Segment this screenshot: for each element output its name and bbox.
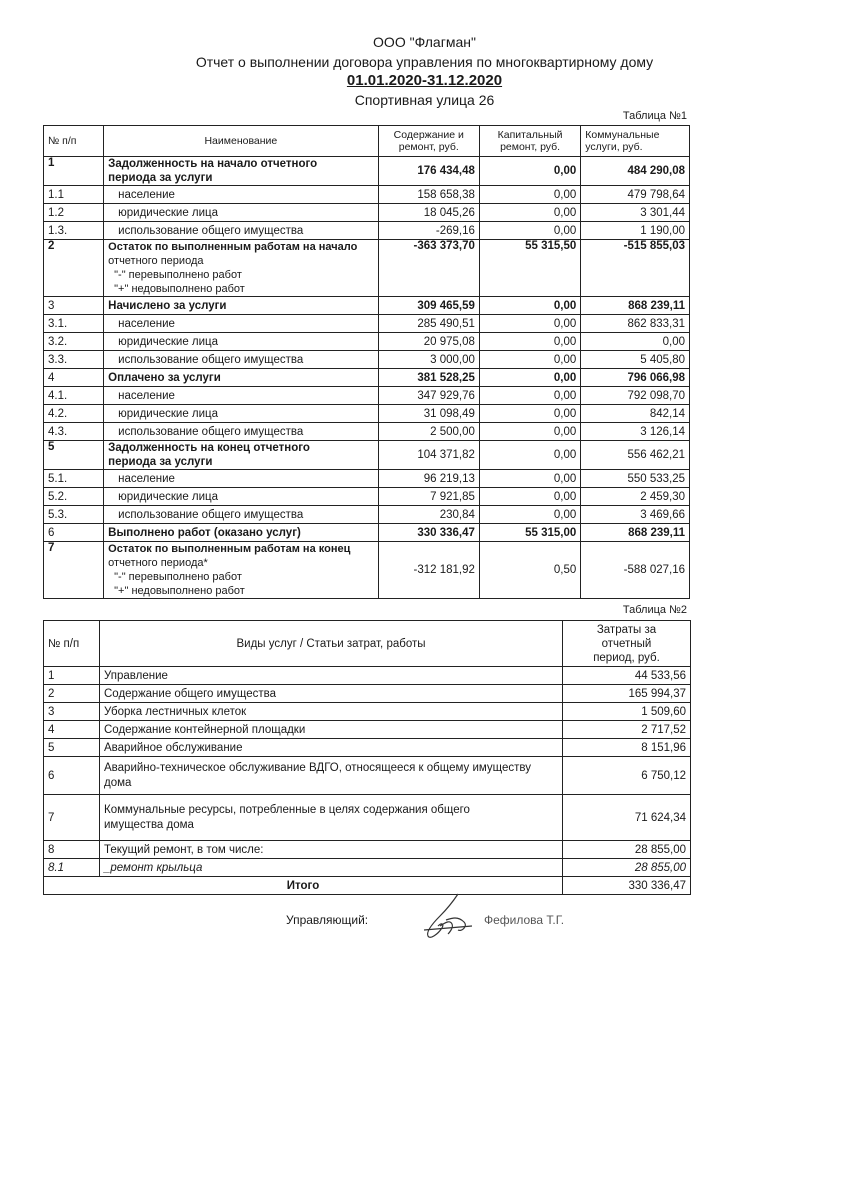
row-name-line: "-" перевыполнено работ: [114, 269, 242, 281]
row-communal: 796 066,98: [581, 369, 690, 387]
row-cost: 28 855,00: [563, 841, 691, 859]
row-communal: 3 301,44: [581, 204, 690, 222]
row-service: Содержание контейнерной площадки: [100, 721, 563, 739]
row-name-line: "+" недовыполнено работ: [114, 585, 245, 597]
row-communal: 792 098,70: [581, 387, 690, 405]
table-row: [44, 240, 690, 297]
row-name-line: периода за услуги: [108, 172, 213, 184]
total-row: [44, 877, 691, 895]
row-no: 8: [44, 841, 100, 859]
header-capital: [479, 126, 580, 157]
row-service-line: Коммунальные ресурсы, потребленные в целях содержания общего: [104, 803, 470, 816]
row-name: использование общего имущества: [104, 351, 378, 369]
row-communal: 842,14: [581, 405, 690, 423]
table-row: [44, 186, 690, 204]
row-capital: 0,00: [479, 369, 580, 387]
table-row: [44, 333, 690, 351]
row-no: 5: [44, 739, 100, 757]
table-row: [44, 423, 690, 441]
row-communal: 3 126,14: [581, 423, 690, 441]
table-row: [44, 157, 690, 186]
table-row: [44, 222, 690, 240]
total-value: 330 336,47: [563, 877, 691, 895]
table-row: [44, 470, 690, 488]
manager-name: Фефилова Т.Г.: [484, 913, 565, 927]
row-capital: 55 315,50: [479, 240, 580, 297]
row-no: 4: [44, 721, 100, 739]
row-capital: 0,00: [479, 405, 580, 423]
row-no: 6: [44, 757, 100, 795]
report-table-1: [43, 125, 690, 599]
row-name: юридические лица: [104, 488, 378, 506]
row-maintenance: 104 371,82: [378, 441, 479, 470]
row-name-line: Остаток по выполненным работам на начало: [108, 241, 358, 253]
row-service: [100, 757, 563, 795]
row-capital: 0,00: [479, 387, 580, 405]
row-name-line: отчетного периода*: [108, 557, 208, 569]
row-name: использование общего имущества: [104, 423, 378, 441]
row-cost: 28 855,00: [563, 859, 691, 877]
row-maintenance: 96 219,13: [378, 470, 479, 488]
row-no: 5: [44, 441, 104, 470]
row-no: 7: [44, 542, 104, 599]
row-communal: 556 462,21: [581, 441, 690, 470]
row-name: юридические лица: [104, 204, 378, 222]
row-name-line: Задолженность на начало отчетного: [108, 158, 318, 170]
row-capital: 0,00: [479, 157, 580, 186]
handwritten-signature: [418, 890, 478, 942]
row-name: население: [104, 470, 378, 488]
row-maintenance: -363 373,70: [378, 240, 479, 297]
row-name: Оплачено за услуги: [104, 369, 378, 387]
row-capital: 0,00: [479, 222, 580, 240]
row-name: [104, 441, 378, 470]
row-capital: 0,00: [479, 441, 580, 470]
row-maintenance: 309 465,59: [378, 297, 479, 315]
row-maintenance: 330 336,47: [378, 524, 479, 542]
report-period: 01.01.2020-31.12.2020: [346, 72, 503, 89]
row-cost: 8 151,96: [563, 739, 691, 757]
header-cost-line: отчетный: [601, 637, 652, 650]
header-cost-line: Затраты за: [596, 623, 657, 636]
report-title: Отчет о выполнении договора управления по многоквартирному дому: [195, 54, 654, 70]
row-name: юридические лица: [104, 405, 378, 423]
table-row: [44, 685, 691, 703]
row-maintenance: 31 098,49: [378, 405, 479, 423]
header-service: Виды услуг / Статьи затрат, работы: [100, 621, 563, 667]
table-row: [44, 667, 691, 685]
table-row: [44, 524, 690, 542]
header-no: № п/п: [44, 126, 104, 157]
row-communal: -588 027,16: [581, 542, 690, 599]
row-maintenance: 230,84: [378, 506, 479, 524]
row-communal: 868 239,11: [581, 297, 690, 315]
table2-caption: Таблица №2: [622, 604, 687, 616]
row-no: 3.3.: [44, 351, 104, 369]
table-row: [44, 204, 690, 222]
row-maintenance: 176 434,48: [378, 157, 479, 186]
header-name: Наименование: [104, 126, 378, 157]
total-label: Итого: [44, 877, 563, 895]
row-no: 3.1.: [44, 315, 104, 333]
header-capital-line1: Капитальный: [497, 129, 563, 141]
row-capital: 0,00: [479, 506, 580, 524]
row-name-line: отчетного периода: [108, 255, 204, 267]
row-name: [104, 157, 378, 186]
table-row: [44, 441, 690, 470]
row-service: Управление: [100, 667, 563, 685]
table1-header-row: [44, 126, 690, 157]
row-name-line: "-" перевыполнено работ: [114, 571, 242, 583]
header-capital-line2: ремонт, руб.: [500, 141, 561, 153]
row-name: использование общего имущества: [104, 222, 378, 240]
row-communal: 862 833,31: [581, 315, 690, 333]
header-maintenance-line2: ремонт, руб.: [398, 141, 459, 153]
row-maintenance: 7 921,85: [378, 488, 479, 506]
row-name: население: [104, 315, 378, 333]
row-no: 4.1.: [44, 387, 104, 405]
row-communal: 2 459,30: [581, 488, 690, 506]
table-row: [44, 488, 690, 506]
table-row: [44, 369, 690, 387]
header-communal-line2: услуги, руб.: [585, 141, 643, 153]
row-cost: 1 509,60: [563, 703, 691, 721]
row-maintenance: 2 500,00: [378, 423, 479, 441]
row-capital: 0,00: [479, 470, 580, 488]
header-communal-line1: Коммунальные: [585, 129, 660, 141]
row-no: 3: [44, 297, 104, 315]
table-row: [44, 351, 690, 369]
row-service: Текущий ремонт, в том числе:: [100, 841, 563, 859]
row-no: 5.3.: [44, 506, 104, 524]
table2-header-row: [44, 621, 691, 667]
table-row: [44, 387, 690, 405]
row-communal: -515 855,03: [581, 240, 690, 297]
row-cost: 165 994,37: [563, 685, 691, 703]
row-communal: 484 290,08: [581, 157, 690, 186]
table-row: [44, 542, 690, 599]
row-name: [104, 542, 378, 599]
row-service-line: Аварийно-техническое обслуживание ВДГО, относящееся к общему имуществу: [104, 761, 532, 774]
row-no: 5.1.: [44, 470, 104, 488]
table-row: [44, 405, 690, 423]
row-service-line: имущества дома: [104, 818, 194, 831]
row-capital: 0,00: [479, 423, 580, 441]
row-communal: 0,00: [581, 333, 690, 351]
header-cost: [563, 621, 691, 667]
table-row: [44, 859, 691, 877]
row-service: _ремонт крыльца: [100, 859, 563, 877]
row-no: 1: [44, 667, 100, 685]
row-no: 5.2.: [44, 488, 104, 506]
row-capital: 0,00: [479, 204, 580, 222]
row-capital: 55 315,00: [479, 524, 580, 542]
row-maintenance: 3 000,00: [378, 351, 479, 369]
row-communal: 3 469,66: [581, 506, 690, 524]
table-row: [44, 757, 691, 795]
row-service: Уборка лестничных клеток: [100, 703, 563, 721]
row-communal: 550 533,25: [581, 470, 690, 488]
table1-caption: Таблица №1: [622, 110, 687, 122]
building-address: Спортивная улица 26: [354, 92, 495, 108]
table-row: [44, 721, 691, 739]
row-name-line: Задолженность на конец отчетного: [108, 442, 310, 454]
row-no: 3.2.: [44, 333, 104, 351]
row-service-line: дома: [104, 776, 132, 789]
row-service: Аварийное обслуживание: [100, 739, 563, 757]
header-maintenance-line1: Содержание и: [393, 129, 464, 141]
row-communal: 5 405,80: [581, 351, 690, 369]
row-capital: 0,00: [479, 186, 580, 204]
report-table-2: [43, 620, 691, 895]
row-name: юридические лица: [104, 333, 378, 351]
table-row: [44, 506, 690, 524]
row-capital: 0,00: [479, 351, 580, 369]
row-maintenance: 20 975,08: [378, 333, 479, 351]
row-name: использование общего имущества: [104, 506, 378, 524]
row-maintenance: -312 181,92: [378, 542, 479, 599]
row-communal: 1 190,00: [581, 222, 690, 240]
table-row: [44, 297, 690, 315]
row-maintenance: -269,16: [378, 222, 479, 240]
company-name: ООО "Флагман": [373, 34, 476, 50]
row-communal: 868 239,11: [581, 524, 690, 542]
row-no: 3: [44, 703, 100, 721]
table-row: [44, 841, 691, 859]
row-capital: 0,00: [479, 297, 580, 315]
row-no: 1.2: [44, 204, 104, 222]
row-no: 2: [44, 240, 104, 297]
row-maintenance: 285 490,51: [378, 315, 479, 333]
row-no: 8.1: [44, 859, 100, 877]
row-name: население: [104, 186, 378, 204]
row-name: Начислено за услуги: [104, 297, 378, 315]
row-maintenance: 347 929,76: [378, 387, 479, 405]
row-capital: 0,00: [479, 333, 580, 351]
row-capital: 0,00: [479, 315, 580, 333]
row-maintenance: 381 528,25: [378, 369, 479, 387]
row-no: 4.3.: [44, 423, 104, 441]
row-name-line: Остаток по выполненным работам на конец: [108, 543, 351, 555]
header-no: № п/п: [44, 621, 100, 667]
row-cost: 6 750,12: [563, 757, 691, 795]
row-communal: 479 798,64: [581, 186, 690, 204]
row-cost: 2 717,52: [563, 721, 691, 739]
row-capital: 0,00: [479, 488, 580, 506]
row-no: 1: [44, 157, 104, 186]
row-cost: 44 533,56: [563, 667, 691, 685]
row-cost: 71 624,34: [563, 795, 691, 841]
row-no: 6: [44, 524, 104, 542]
table-row: [44, 703, 691, 721]
row-name: Выполнено работ (оказано услуг): [104, 524, 378, 542]
row-name: население: [104, 387, 378, 405]
row-no: 1.1: [44, 186, 104, 204]
row-maintenance: 18 045,26: [378, 204, 479, 222]
row-no: 7: [44, 795, 100, 841]
table-row: [44, 795, 691, 841]
row-capital: 0,50: [479, 542, 580, 599]
table-row: [44, 739, 691, 757]
row-name-line: периода за услуги: [108, 456, 213, 468]
signature-label: Управляющий:: [286, 913, 369, 927]
row-no: 4: [44, 369, 104, 387]
row-name-line: "+" недовыполнено работ: [114, 283, 245, 295]
row-no: 2: [44, 685, 100, 703]
row-no: 4.2.: [44, 405, 104, 423]
row-service: [100, 795, 563, 841]
row-maintenance: 158 658,38: [378, 186, 479, 204]
row-service: Содержание общего имущества: [100, 685, 563, 703]
header-communal: [581, 126, 690, 157]
row-name: [104, 240, 378, 297]
header-cost-line: период, руб.: [593, 651, 660, 664]
row-no: 1.3.: [44, 222, 104, 240]
table-row: [44, 315, 690, 333]
header-maintenance: [378, 126, 479, 157]
